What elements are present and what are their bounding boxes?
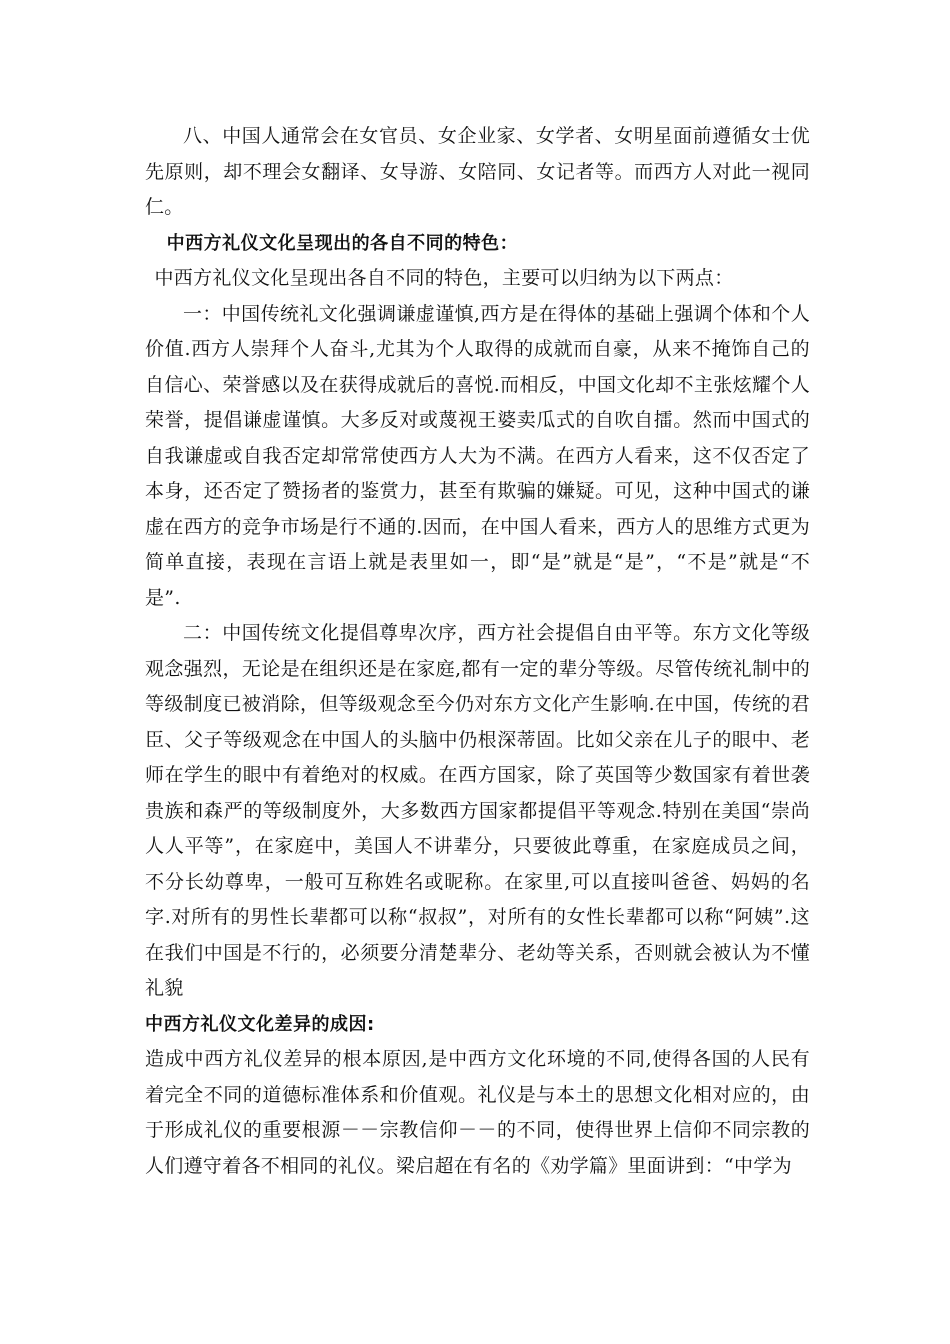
paragraph-point-two-hierarchy: 二：中国传统文化提倡尊卑次序，西方社会提倡自由平等。东方文化等级观念强烈，无论是在组织还是在家庭,都有一定的辈分等级。尽管传统礼制中的等级制度已被消除，但等级观念至今仍对东方文化产生影响.在中国，传统的君臣、父子等级观念在中国人的头脑中仍根深蒂固。比如父亲在儿子的眼中、老师在学生的眼中有着绝对的权威。在西方国家，除了英国等少数国家有着世袭贵族和森严的等级制度外，大多数西方国家都提倡平等观念.特别在美国“崇尚人人平等”，在家庭中，美国人不讲辈分，只要彼此尊重，在家庭成员之间，不分长幼尊卑，一般可互称姓名或昵称。在家里,可以直接叫爸爸、妈妈的名字.对所有的男性长辈都可以称“叔叔”，对所有的女性长辈都可以称“阿姨”.这在我们中国是不行的，必须要分清楚辈分、老幼等关系，否则就会被认为不懂礼貌 [145, 622, 810, 999]
section-heading-characteristics: 中西方礼仪文化呈现出的各自不同的特色： [166, 232, 519, 254]
paragraph-causes: 造成中西方礼仪差异的根本原因,是中西方文化环境的不同,使得各国的人民有着完全不同的道德标准体系和价值观。礼仪是与本土的思想文化相对应的，由于形成礼仪的重要根源－－宗教信仰－－的不同，使得世界上信仰不同宗教的人们遵守着各不相同的礼仪。梁启超在有名的《劝学篇》里面讲到：“中学为 [145, 1048, 810, 1177]
section-heading-causes: 中西方礼仪文化差异的成因: [145, 1013, 375, 1035]
paragraph-point-one-modesty: 一：中国传统礼文化强调谦虚谨慎,西方是在得体的基础上强调个体和个人价值.西方人崇拜个人奋斗,尤其为个人取得的成就而自豪，从来不掩饰自己的自信心、荣誉感以及在获得成就后的喜悦.而相反，中国文化却不主张炫耀个人荣誉，提倡谦虚谨慎。大多反对或蔑视王婆卖瓜式的自吹自擂。然而中国式的自我谦虚或自我否定却常常使西方人大为不满。在西方人看来，这不仅否定了本身，还否定了赞扬者的鉴赏力，甚至有欺骗的嫌疑。可见，这种中国式的谦虚在西方的竞争市场是行不通的.因而，在中国人看来，西方人的思维方式更为简单直接，表现在言语上就是表里如一，即“是”就是“是”，“不是”就是“不是”. [145, 302, 810, 609]
paragraph-women-first-principle: 八、中国人通常会在女官员、女企业家、女学者、女明星面前遵循女士优先原则，却不理会女翻译、女导游、女陪同、女记者等。而西方人对此一视同仁。 [145, 125, 810, 218]
paragraph-characteristics-intro: 中西方礼仪文化呈现出各自不同的特色，主要可以归纳为以下两点： [154, 267, 734, 289]
document-body [145, 119, 810, 1184]
